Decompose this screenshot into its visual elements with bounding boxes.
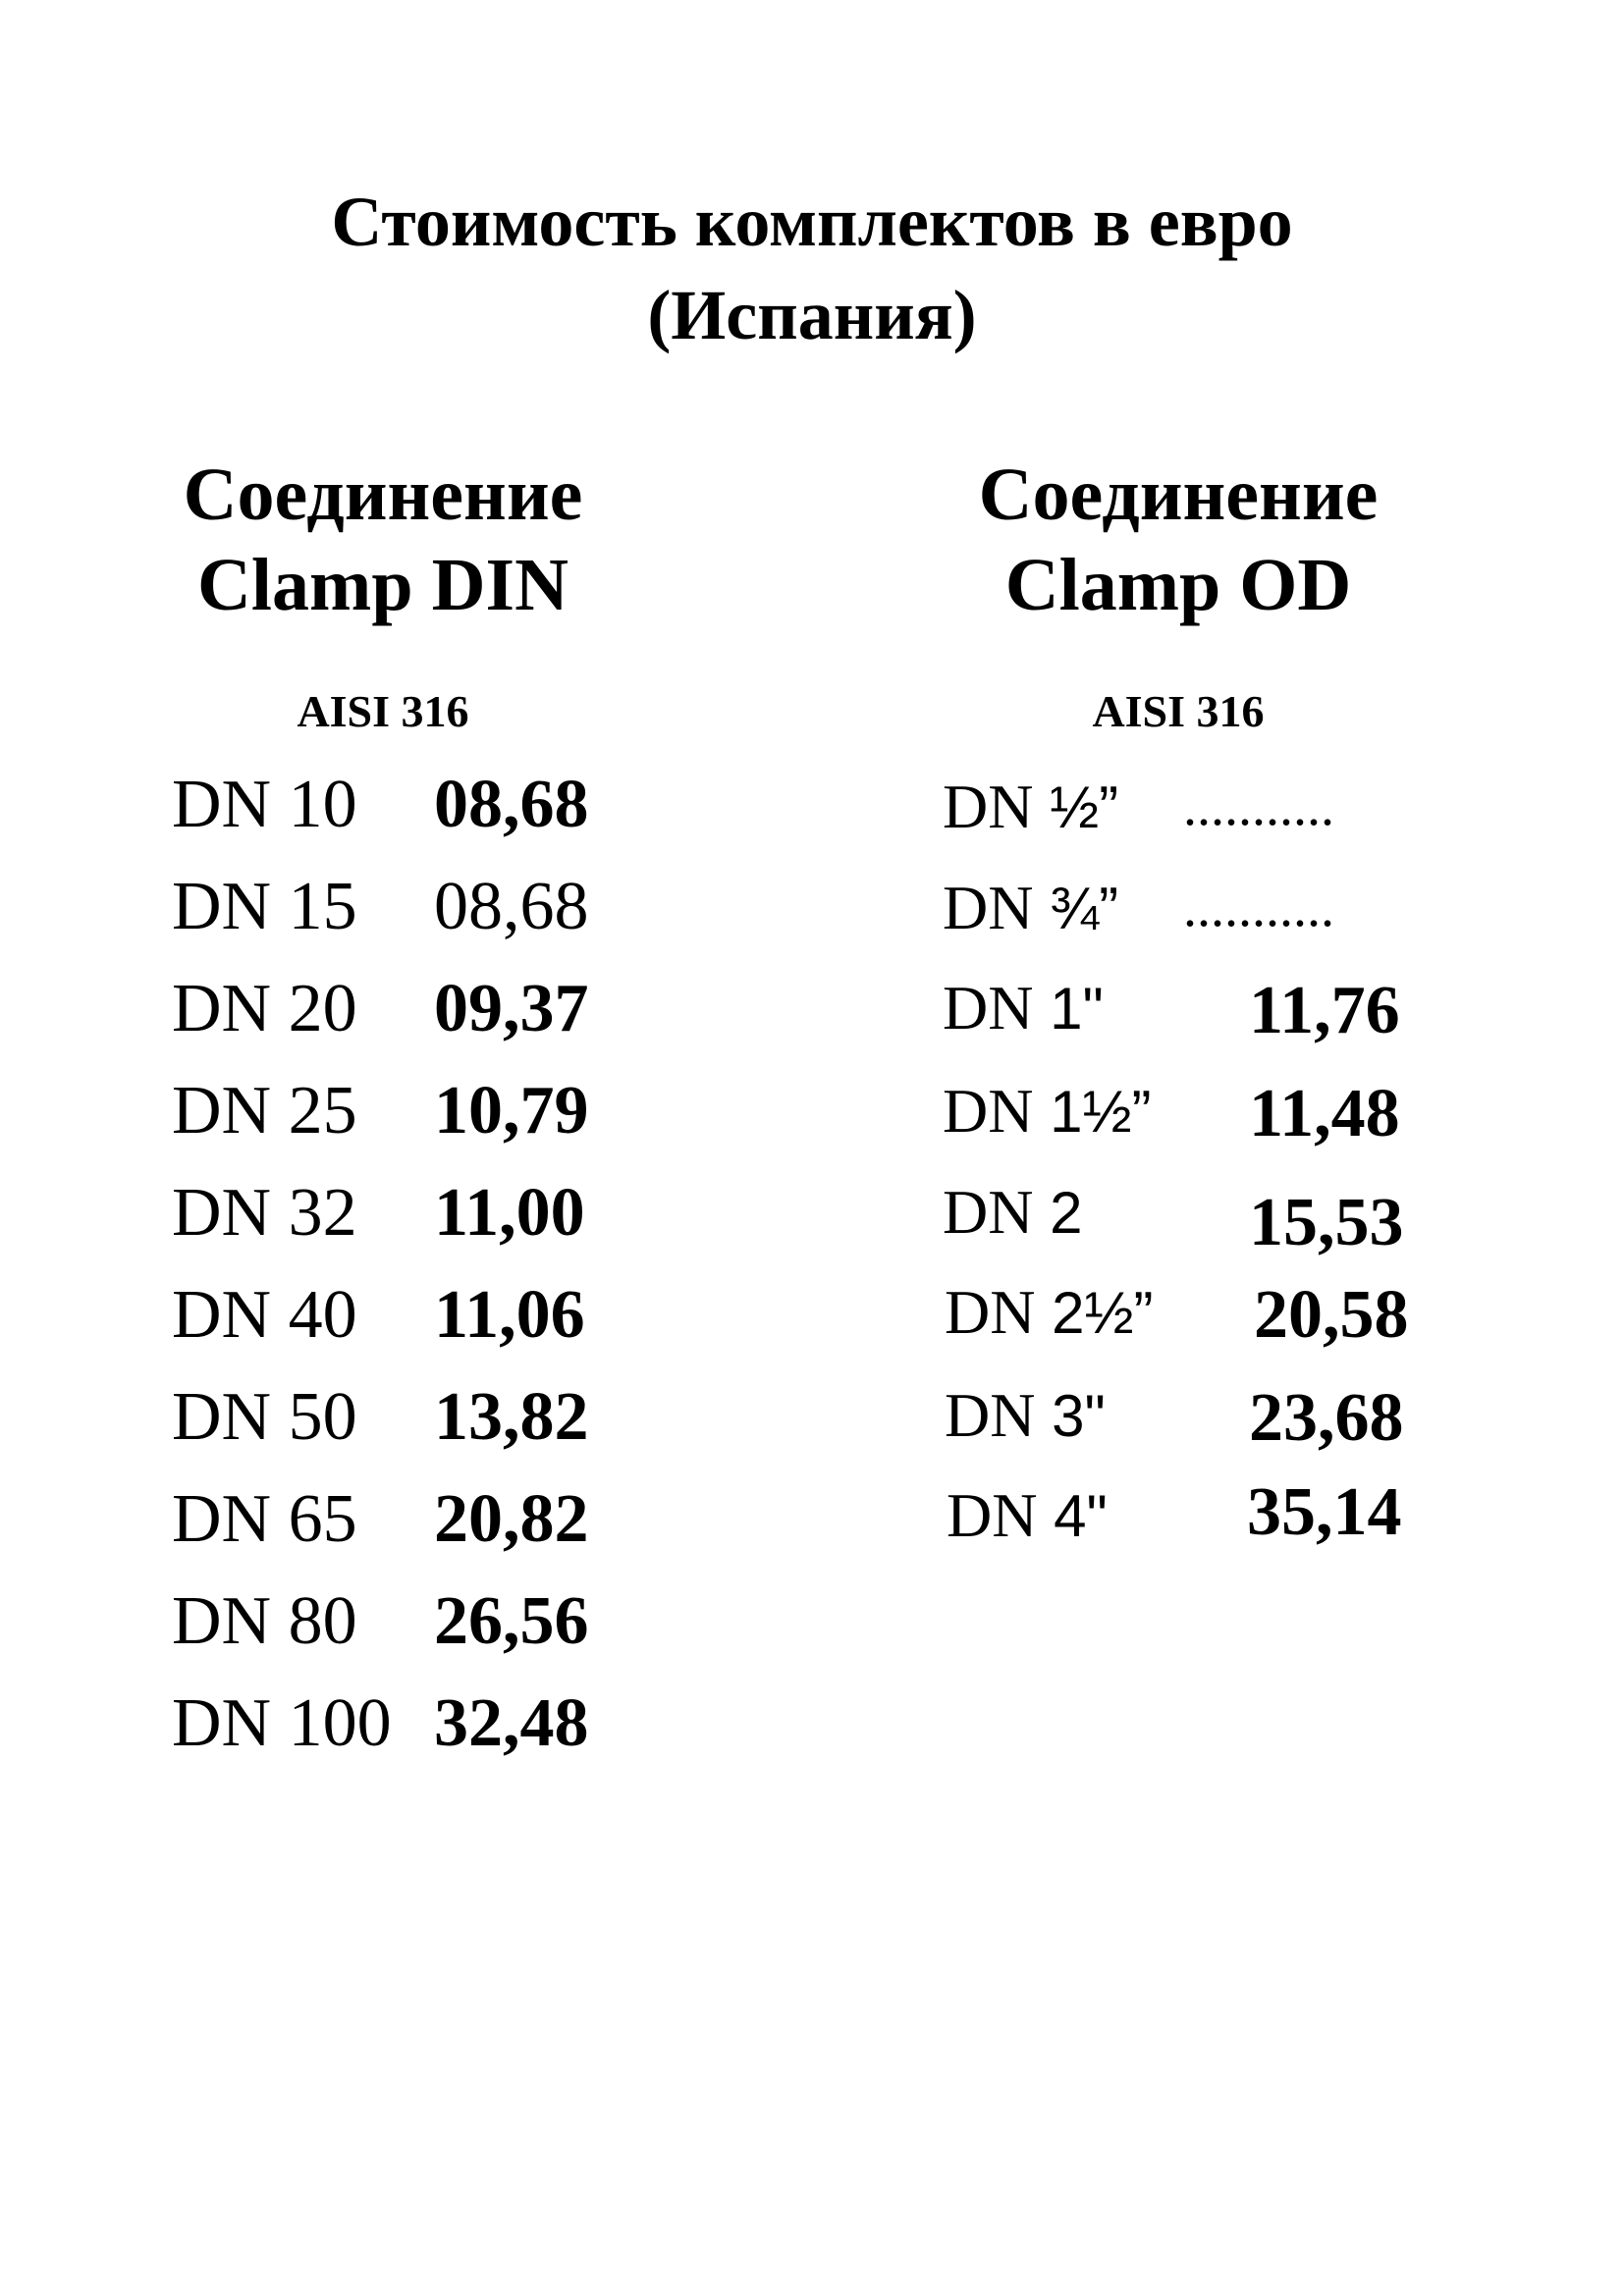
- od-price: 20,58: [1254, 1277, 1409, 1353]
- din-price: 10,79: [434, 1073, 589, 1148]
- od-size-value: ¾”: [1050, 876, 1119, 941]
- od-size: [945, 1277, 1154, 1347]
- od-price: 15,53: [1249, 1185, 1404, 1260]
- din-size: DN 80: [172, 1583, 357, 1659]
- din-size: DN 65: [172, 1481, 357, 1557]
- od-size-value: 2½”: [1052, 1280, 1154, 1346]
- din-price: 20,82: [434, 1481, 589, 1557]
- din-size: DN 32: [172, 1175, 357, 1251]
- od-price: ...........: [1183, 776, 1334, 837]
- od-size-value: 4": [1054, 1483, 1108, 1549]
- din-size: DN 20: [172, 971, 357, 1046]
- od-size: [947, 1480, 1108, 1550]
- din-price: 08,68: [434, 767, 589, 842]
- od-price: ...........: [1183, 878, 1334, 938]
- od-price: 35,14: [1247, 1474, 1402, 1550]
- od-size: [943, 1177, 1083, 1247]
- od-size-value: 3": [1052, 1383, 1106, 1449]
- od-prefix: DN: [943, 772, 1034, 841]
- od-material: AISI 316: [1092, 686, 1265, 736]
- od-prefix: DN: [945, 1277, 1036, 1347]
- od-heading-line-1: Соединение: [978, 454, 1379, 536]
- din-price: 11,00: [434, 1175, 585, 1251]
- od-size-value: ½”: [1050, 774, 1119, 840]
- din-price: 11,06: [434, 1277, 585, 1353]
- din-size: DN 50: [172, 1379, 357, 1455]
- od-size-value: 1½”: [1050, 1079, 1152, 1145]
- din-size: DN 10: [172, 767, 357, 842]
- od-prefix: DN: [943, 973, 1034, 1042]
- od-price: 11,76: [1249, 973, 1400, 1048]
- od-prefix: DN: [943, 1177, 1034, 1247]
- od-heading-line-2: Clamp OD: [1004, 544, 1352, 626]
- page-title-line-1: Стоимость комплектов в евро: [331, 183, 1293, 261]
- od-prefix: DN: [943, 873, 1034, 942]
- din-price: 13,82: [434, 1379, 589, 1455]
- od-size-value: 1": [1050, 976, 1104, 1041]
- din-size: DN 15: [172, 869, 357, 944]
- od-size: [943, 1076, 1152, 1146]
- od-size: [945, 1380, 1106, 1450]
- din-heading-line-1: Соединение: [183, 454, 583, 536]
- od-size: [943, 873, 1119, 942]
- od-prefix: DN: [943, 1076, 1034, 1146]
- od-size-value: 2: [1050, 1180, 1083, 1246]
- od-price: 23,68: [1249, 1380, 1404, 1456]
- od-prefix: DN: [945, 1380, 1036, 1450]
- din-price: 26,56: [434, 1583, 589, 1659]
- din-size: DN 40: [172, 1277, 357, 1353]
- od-price: 11,48: [1249, 1076, 1400, 1151]
- din-price: 32,48: [434, 1685, 589, 1761]
- din-size: DN 100: [172, 1685, 392, 1761]
- od-prefix: DN: [947, 1480, 1038, 1550]
- din-heading-line-2: Clamp DIN: [197, 544, 568, 626]
- page-title-line-2: (Испания): [647, 276, 977, 354]
- od-size: [943, 973, 1104, 1042]
- din-material: AISI 316: [297, 686, 469, 736]
- din-price: 08,68: [434, 869, 589, 944]
- od-size: [943, 772, 1119, 841]
- din-size: DN 25: [172, 1073, 357, 1148]
- din-price: 09,37: [434, 971, 589, 1046]
